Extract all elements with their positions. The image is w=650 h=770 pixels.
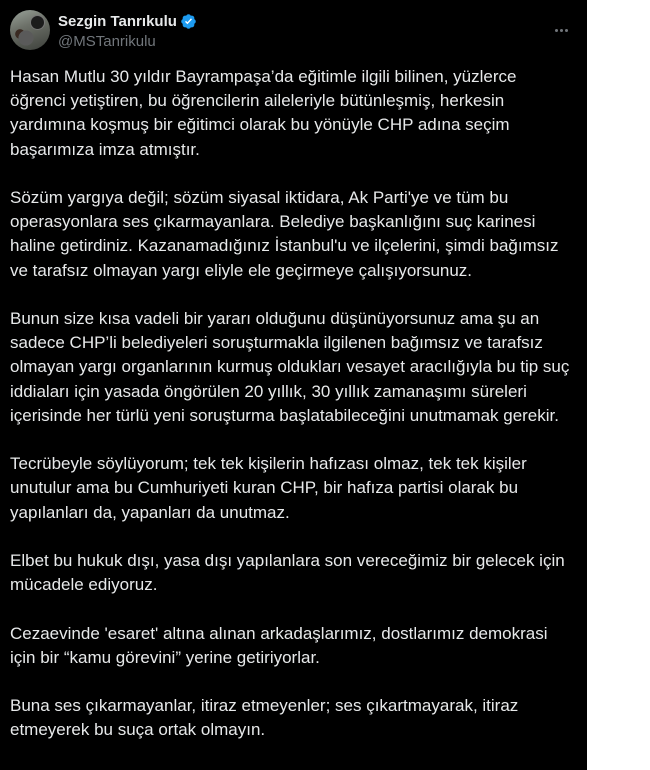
tweet-paragraph: Tecrübeyle söylüyorum; tek tek kişilerin hafızası olmaz, tek tek kişiler unutulur ama bu Cumhuriyeti kuran CHP, bir hafıza partisi olarak bu yapılanları da, yapanları da unutmaz.: [10, 454, 527, 522]
display-name[interactable]: Sezgin Tanrıkulu: [58, 12, 177, 30]
verified-badge-icon: [180, 13, 197, 30]
display-name-row: [58, 11, 197, 31]
avatar-photo-detail: [30, 15, 45, 30]
more-horizontal-icon: [555, 29, 558, 32]
tweet-paragraph: Elbet bu hukuk dışı, yasa dışı yapılanlara son vereceğimiz bir gelecek için mücadele ediyoruz.: [10, 551, 565, 595]
tweet-paragraph: Cezaevinde 'esaret' altına alınan arkadaşlarımız, dostlarımız demokrasi için bir “kamu görevini” yerine getiriyorlar.: [10, 623, 548, 667]
tweet-paragraph: Buna ses çıkarmayanlar, itiraz etmeyenler; ses çıkartmayarak, itiraz etmeyerek bu suça ortak olmayın.: [10, 696, 519, 740]
tweet-paragraph: Hasan Mutlu 30 yıldır Bayrampaşa’da eğitimle ilgili bilinen, yüzlerce öğrenci yetiştiren, bu öğrencilerin aileleriyle bütünleşmiş, herkesin yardımına koşmuş bir eğitimci olarak bu yönüyle CHP adına seçim başarımıza imza atmıştır.: [10, 67, 517, 159]
tweet-text: [10, 65, 575, 767]
more-options-button[interactable]: [551, 20, 571, 40]
author-info: [58, 11, 197, 50]
more-horizontal-icon: [560, 29, 563, 32]
more-horizontal-icon: [565, 29, 568, 32]
avatar[interactable]: [10, 10, 50, 50]
tweet-header: [10, 10, 587, 54]
tweet-paragraph: Bunun size kısa vadeli bir yararı olduğunu düşünüyorsunuz ama şu an sadece CHP’li belediyeleri soruşturmakla ilgilenen bağımsız ve tarafsız olmayan yargı organlarının kurmuş oldukları vesayet aracılığıyla bu tip suç iddiaları için yasada öngörülen 20 yıllık, 30 yıllık zamanaşımı süreleri içerisinde her türlü yeni soruşturma başlatabileceğini unutmamak gerekir.: [10, 309, 570, 425]
handle[interactable]: @MSTanrikulu: [58, 33, 156, 50]
tweet-paragraph: Sözüm yargıya değil; sözüm siyasal iktidara, Ak Parti'ye ve tüm bu operasyonlara ses çıkarmayanlara. Belediye başkanlığını suç karinesi haline getirdiniz. Kazanamadığınız İstanbul'u ve ilçelerini, şimdi bağımsız ve tarafsız olmayan yargı eliyle ele geçirmeye çalışıyorsunuz.: [10, 188, 559, 280]
